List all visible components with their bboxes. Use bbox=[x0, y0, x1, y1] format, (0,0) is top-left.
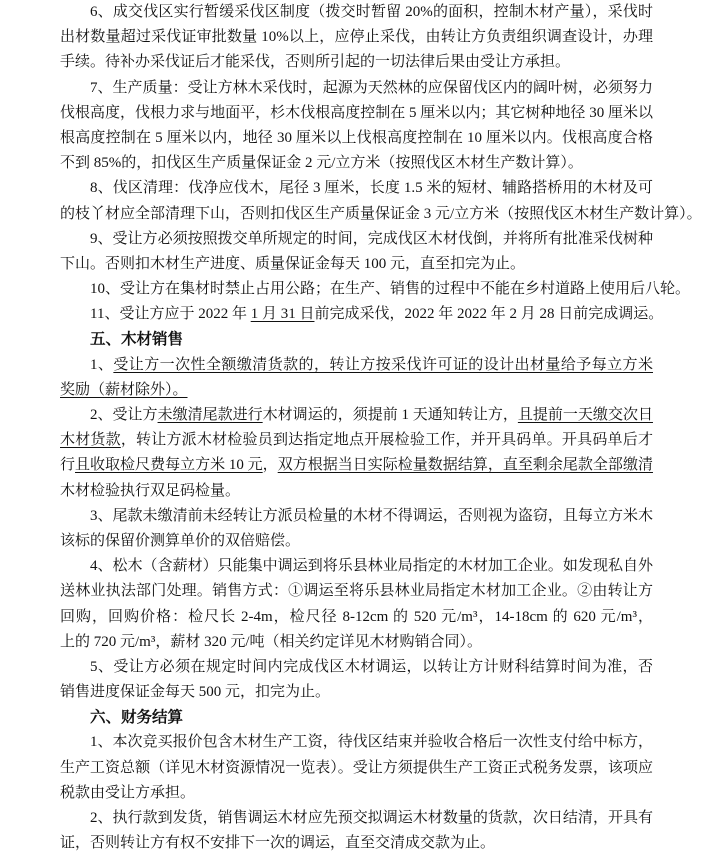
underlined-text: 且收取检尺费每立方米 10 元 bbox=[75, 457, 263, 474]
clause-paragraph bbox=[60, 504, 653, 554]
text-segment: 1、 bbox=[90, 356, 114, 373]
text-segment: 根高度控制在 5 厘米以内，地径 30 厘米以上伐根高度控制在 10 厘米以内。伐根高度合格 bbox=[60, 129, 653, 146]
text-line bbox=[60, 453, 653, 478]
text-segment: 8、伐区清理：伐净应伐木，尾径 3 厘米，长度 1.5 米的短材、辅路搭桥用的木材及可 bbox=[90, 180, 653, 197]
text-segment: 税款由受让方承担。 bbox=[60, 784, 196, 801]
underlined-text: 双方根据当日实际检量数据结算，直至剩余尾款全部缴清 bbox=[277, 457, 653, 474]
clause-paragraph bbox=[60, 806, 653, 856]
text-segment: 11、受让方应于 2022 年 bbox=[90, 306, 251, 323]
text-segment: 2、受让方 bbox=[90, 407, 158, 423]
clause-paragraph bbox=[60, 76, 653, 177]
text-line bbox=[60, 227, 653, 252]
text-line bbox=[60, 76, 653, 101]
text-segment: 的枝丫材应全部清理下山，否则扣伐区生产质量保证金 3 元/立方米（按照伐区木材生产数计算）。 bbox=[60, 205, 702, 222]
text-line bbox=[60, 378, 653, 403]
clause-paragraph bbox=[60, 655, 653, 705]
text-segment: 不到 85%的，扣伐区生产质量保证金 2 元/立方米（按照伐区木材生产数计算）。 bbox=[60, 155, 583, 172]
text-line bbox=[60, 353, 653, 378]
text-line bbox=[60, 176, 653, 201]
text-line bbox=[60, 605, 653, 630]
clause-paragraph bbox=[60, 730, 653, 806]
text-segment: 上的 720 元/m³，薪材 320 元/吨（相关约定详见木材购销合同）。 bbox=[60, 633, 483, 650]
text-line bbox=[60, 655, 653, 680]
section-heading bbox=[60, 327, 653, 352]
text-segment: 手续。待补办采伐证后才能采伐，否则所引起的一切法律后果由受让方承担。 bbox=[60, 54, 571, 71]
text-segment: 1、本次竞买报价包含木材生产工资，待伐区结束并验收合格后一次性支付给中标方， bbox=[90, 734, 653, 751]
text-line bbox=[60, 806, 653, 831]
text-segment: 5、受让方必须在规定时间内完成伐区木材调运，以转让方计财科结算时间为准，否 bbox=[90, 658, 653, 675]
text-line bbox=[60, 101, 653, 126]
clause-paragraph bbox=[60, 176, 702, 226]
text-line bbox=[60, 831, 653, 856]
text-segment: ， bbox=[262, 457, 278, 474]
text-segment: 五、木材销售 bbox=[90, 331, 184, 349]
text-line bbox=[60, 630, 653, 655]
text-segment: 9、受让方必须按照拨交单所规定的时间，完成伐区木材伐倒，并将所有批准采伐树种 bbox=[90, 230, 653, 247]
text-line bbox=[60, 730, 653, 755]
text-line bbox=[60, 0, 653, 25]
underlined-text: 受让方一次性全额缴清货款的，转让方按采伐许可证的设计出材量给予每立方米 bbox=[113, 356, 653, 373]
text-line bbox=[60, 705, 653, 730]
clause-paragraph bbox=[60, 227, 653, 277]
text-segment: 该标的保留价测算单价的双倍赔偿。 bbox=[60, 532, 301, 549]
underlined-text: 未缴清尾款进行 bbox=[157, 407, 263, 423]
text-segment: 2、执行款到发货，销售调运木材应先预交拟调运木材数量的货款，次日结清，开具有 bbox=[90, 810, 653, 826]
text-segment: 六、财务结算 bbox=[90, 709, 184, 727]
underlined-text: 1 月 31 日 bbox=[250, 306, 315, 323]
text-line bbox=[60, 579, 653, 604]
text-segment: 证，否则转让方有权不安排下一次的调运，直至交清成交款为止。 bbox=[60, 835, 496, 852]
text-segment: 下山。否则扣木材生产进度、质量保证金每天 100 元，直至扣完为止。 bbox=[60, 255, 526, 272]
text-line bbox=[60, 126, 653, 151]
text-line bbox=[60, 302, 664, 327]
text-segment: 前完成采伐，2022 年 2022 年 2 月 28 日前完成调运。 bbox=[314, 306, 664, 323]
underlined-text: 且提前一天缴交次日 bbox=[517, 407, 653, 423]
text-segment: 销售进度保证金每天 500 元，扣完为止。 bbox=[60, 684, 331, 701]
text-line bbox=[60, 554, 653, 579]
text-line bbox=[60, 327, 653, 352]
text-line bbox=[60, 781, 653, 806]
text-segment: ，转让方派木材检验员到达指定地点开展检验工作，并开具码单。开具码单后才 bbox=[120, 432, 653, 449]
text-segment: 4、松木（含薪材）只能集中调运到将乐县林业局指定的木材加工企业。如发现私自外 bbox=[90, 558, 653, 575]
text-segment: 伐根高度，伐根力求与地面平，杉木伐根高度控制在 5 厘米以内；其它树种地径 30 厘米以 bbox=[60, 104, 653, 121]
text-line bbox=[60, 529, 653, 554]
text-line bbox=[60, 479, 653, 504]
clause-paragraph bbox=[60, 403, 653, 504]
text-segment: 木材调运的，须提前 1 天通知转让方， bbox=[262, 407, 518, 423]
text-line bbox=[60, 403, 653, 428]
text-segment: 行 bbox=[60, 457, 76, 474]
text-segment: 回购，回购价格：检尺长 2-4m，检尺径 8-12cm 的 520 元/m³，14-18cm 的 620 元/m³， bbox=[60, 608, 653, 625]
clause-paragraph bbox=[60, 277, 691, 302]
text-segment: 3、尾款未缴清前未经转让方派员检量的木材不得调运，否则视为盗窃，且每立方米木 bbox=[90, 507, 653, 524]
text-line bbox=[60, 756, 653, 781]
text-line bbox=[60, 680, 653, 705]
text-segment: 木材检验执行双足码检量。 bbox=[60, 482, 241, 499]
text-segment: 10、受让方在集材时禁止占用公路；在生产、销售的过程中不能在乡村道路上使用后八轮。 bbox=[90, 281, 691, 298]
text-segment: 送林业执法部门处理。销售方式：①调运至将乐县林业局指定木材加工企业。②由转让方 bbox=[60, 583, 653, 600]
text-segment: 生产工资总额（详见木材资源情况一览表）。受让方须提供生产工资正式税务发票，该项应 bbox=[60, 759, 653, 776]
clause-paragraph bbox=[60, 554, 653, 655]
section-heading bbox=[60, 705, 653, 730]
clause-paragraph bbox=[60, 353, 653, 403]
text-line bbox=[60, 504, 653, 529]
underlined-text: 奖励（薪材除外）。 bbox=[60, 381, 188, 398]
text-line bbox=[60, 25, 653, 50]
document-page bbox=[60, 0, 702, 856]
text-segment: 7、生产质量：受让方林木采伐时，起源为天然林的应保留伐区内的阔叶树，必须努力 bbox=[90, 79, 653, 96]
text-line bbox=[60, 252, 653, 277]
clause-paragraph bbox=[60, 0, 653, 76]
text-line bbox=[60, 151, 653, 176]
text-segment: 6、成交伐区实行暂缓采伐区制度（拨交时暂留 20%的面积，控制木材产量），采伐时 bbox=[90, 4, 653, 20]
underlined-text: 木材货款 bbox=[60, 432, 121, 449]
text-segment: 出材数量超过采伐证审批数量 10%以上，应停止采伐，由转让方负责组织调查设计，办理 bbox=[60, 29, 653, 46]
text-line bbox=[60, 202, 702, 227]
clause-paragraph bbox=[60, 302, 664, 327]
text-line bbox=[60, 277, 691, 302]
text-line bbox=[60, 50, 653, 75]
text-line bbox=[60, 428, 653, 453]
